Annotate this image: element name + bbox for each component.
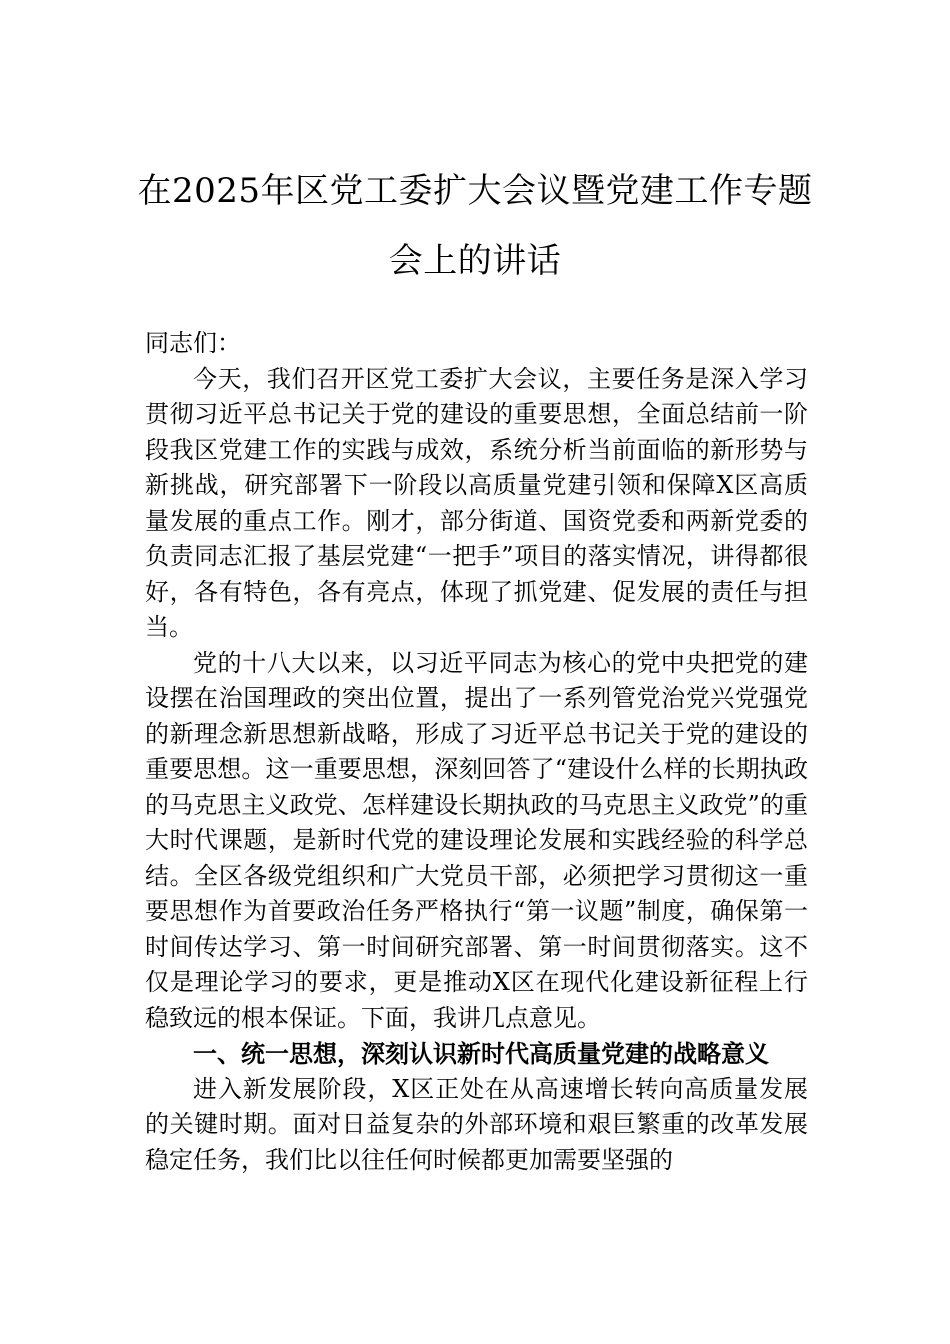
salutation: 同志们： xyxy=(145,329,241,357)
paragraph-2: 党的十八大以来，以习近平同志为核心的党中央把党的建设摆在治国理政的突出位置，提出了一系列管党治党兴党强党的新理念新思想新战略，形成了习近平总书记关于党的建设的重要思想。这一重要思想，深刻回答了“建设什么样的长期执政的马克思主义政党、怎样建设长期执政的马克思主义政党”的重大时代课题，是新时代党的建设理论发展和实践经验的科学总结。全区各级党组织和广大党员干部，必须把学习贯彻这一重要思想作为首要政治任务严格执行“第一议题”制度，确保第一时间传达学习、第一时间研究部署、第一时间贯彻落实。这不仅是理论学习的要求，更是推动X区在现代化建设新征程上行稳致远的根本保证。下面，我讲几点意见。 xyxy=(145,648,808,1032)
section-heading: 一、统一思想，深刻认识新时代高质量党建的战略意义 xyxy=(193,1039,769,1068)
document-title: 在2025年区党工委扩大会议暨党建工作专题会上的讲话 xyxy=(137,171,813,281)
section-paragraph: 进入新发展阶段，X区正处在从高速增长转向高质量发展的关键时期。面对日益复杂的外部环境和艰巨繁重的改革发展稳定任务，我们比以往任何时候都更加需要坚强的 xyxy=(145,1074,808,1174)
paragraph-1: 今天，我们召开区党工委扩大会议，主要任务是深入学习贯彻习近平总书记关于党的建设的重要思想，全面总结前一阶段我区党建工作的实践与成效，系统分析当前面临的新形势与新挑战，研究部署下一阶段以高质量党建引领和保障X区高质量发展的重点工作。刚才，部分街道、国资党委和两新党委的负责同志汇报了基层党建“一把手”项目的落实情况，讲得都很好，各有特色，各有亮点，体现了抓党建、促发展的责任与担当。 xyxy=(145,364,808,641)
document-body xyxy=(145,326,808,1178)
